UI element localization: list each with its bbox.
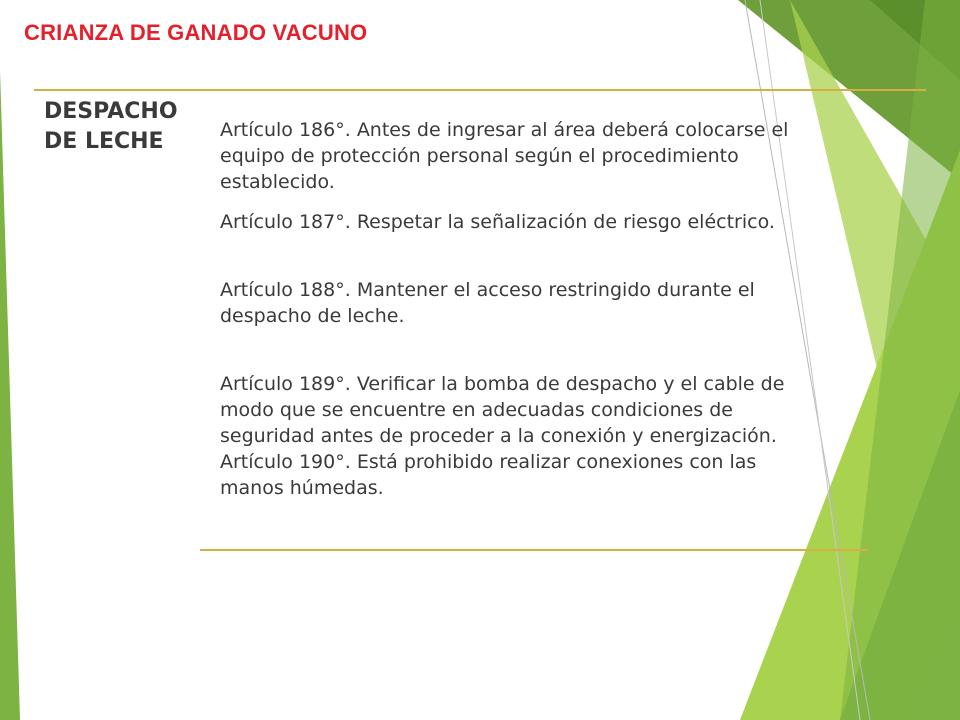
top-divider xyxy=(34,89,926,91)
section-label xyxy=(44,97,194,157)
article-189: Artículo 189°. Verificar la bomba de despacho y el cable de modo que se encuentre en adecuadas condiciones de seguridad antes de proceder a la conexión y energización. xyxy=(220,373,785,447)
articles-list xyxy=(220,117,910,501)
slide-title: CRIANZA DE GANADO VACUNO xyxy=(24,20,368,45)
section-label-text: DESPACHO DE LECHE xyxy=(44,99,178,154)
article-190: Artículo 190°. Está prohibido realizar conexiones con las manos húmedas. xyxy=(220,451,757,499)
deco-triangle-left xyxy=(0,70,20,720)
article-187: Artículo 187°. Respetar la señalización de riesgo eléctrico. xyxy=(220,211,775,233)
bottom-divider xyxy=(200,549,868,551)
article-186: Artículo 186°. Antes de ingresar al área deberá colocarse el equipo de protección personal según el procedimiento establecido. xyxy=(220,119,789,193)
article-188: Artículo 188°. Mantener el acceso restringido durante el despacho de leche. xyxy=(220,279,755,327)
